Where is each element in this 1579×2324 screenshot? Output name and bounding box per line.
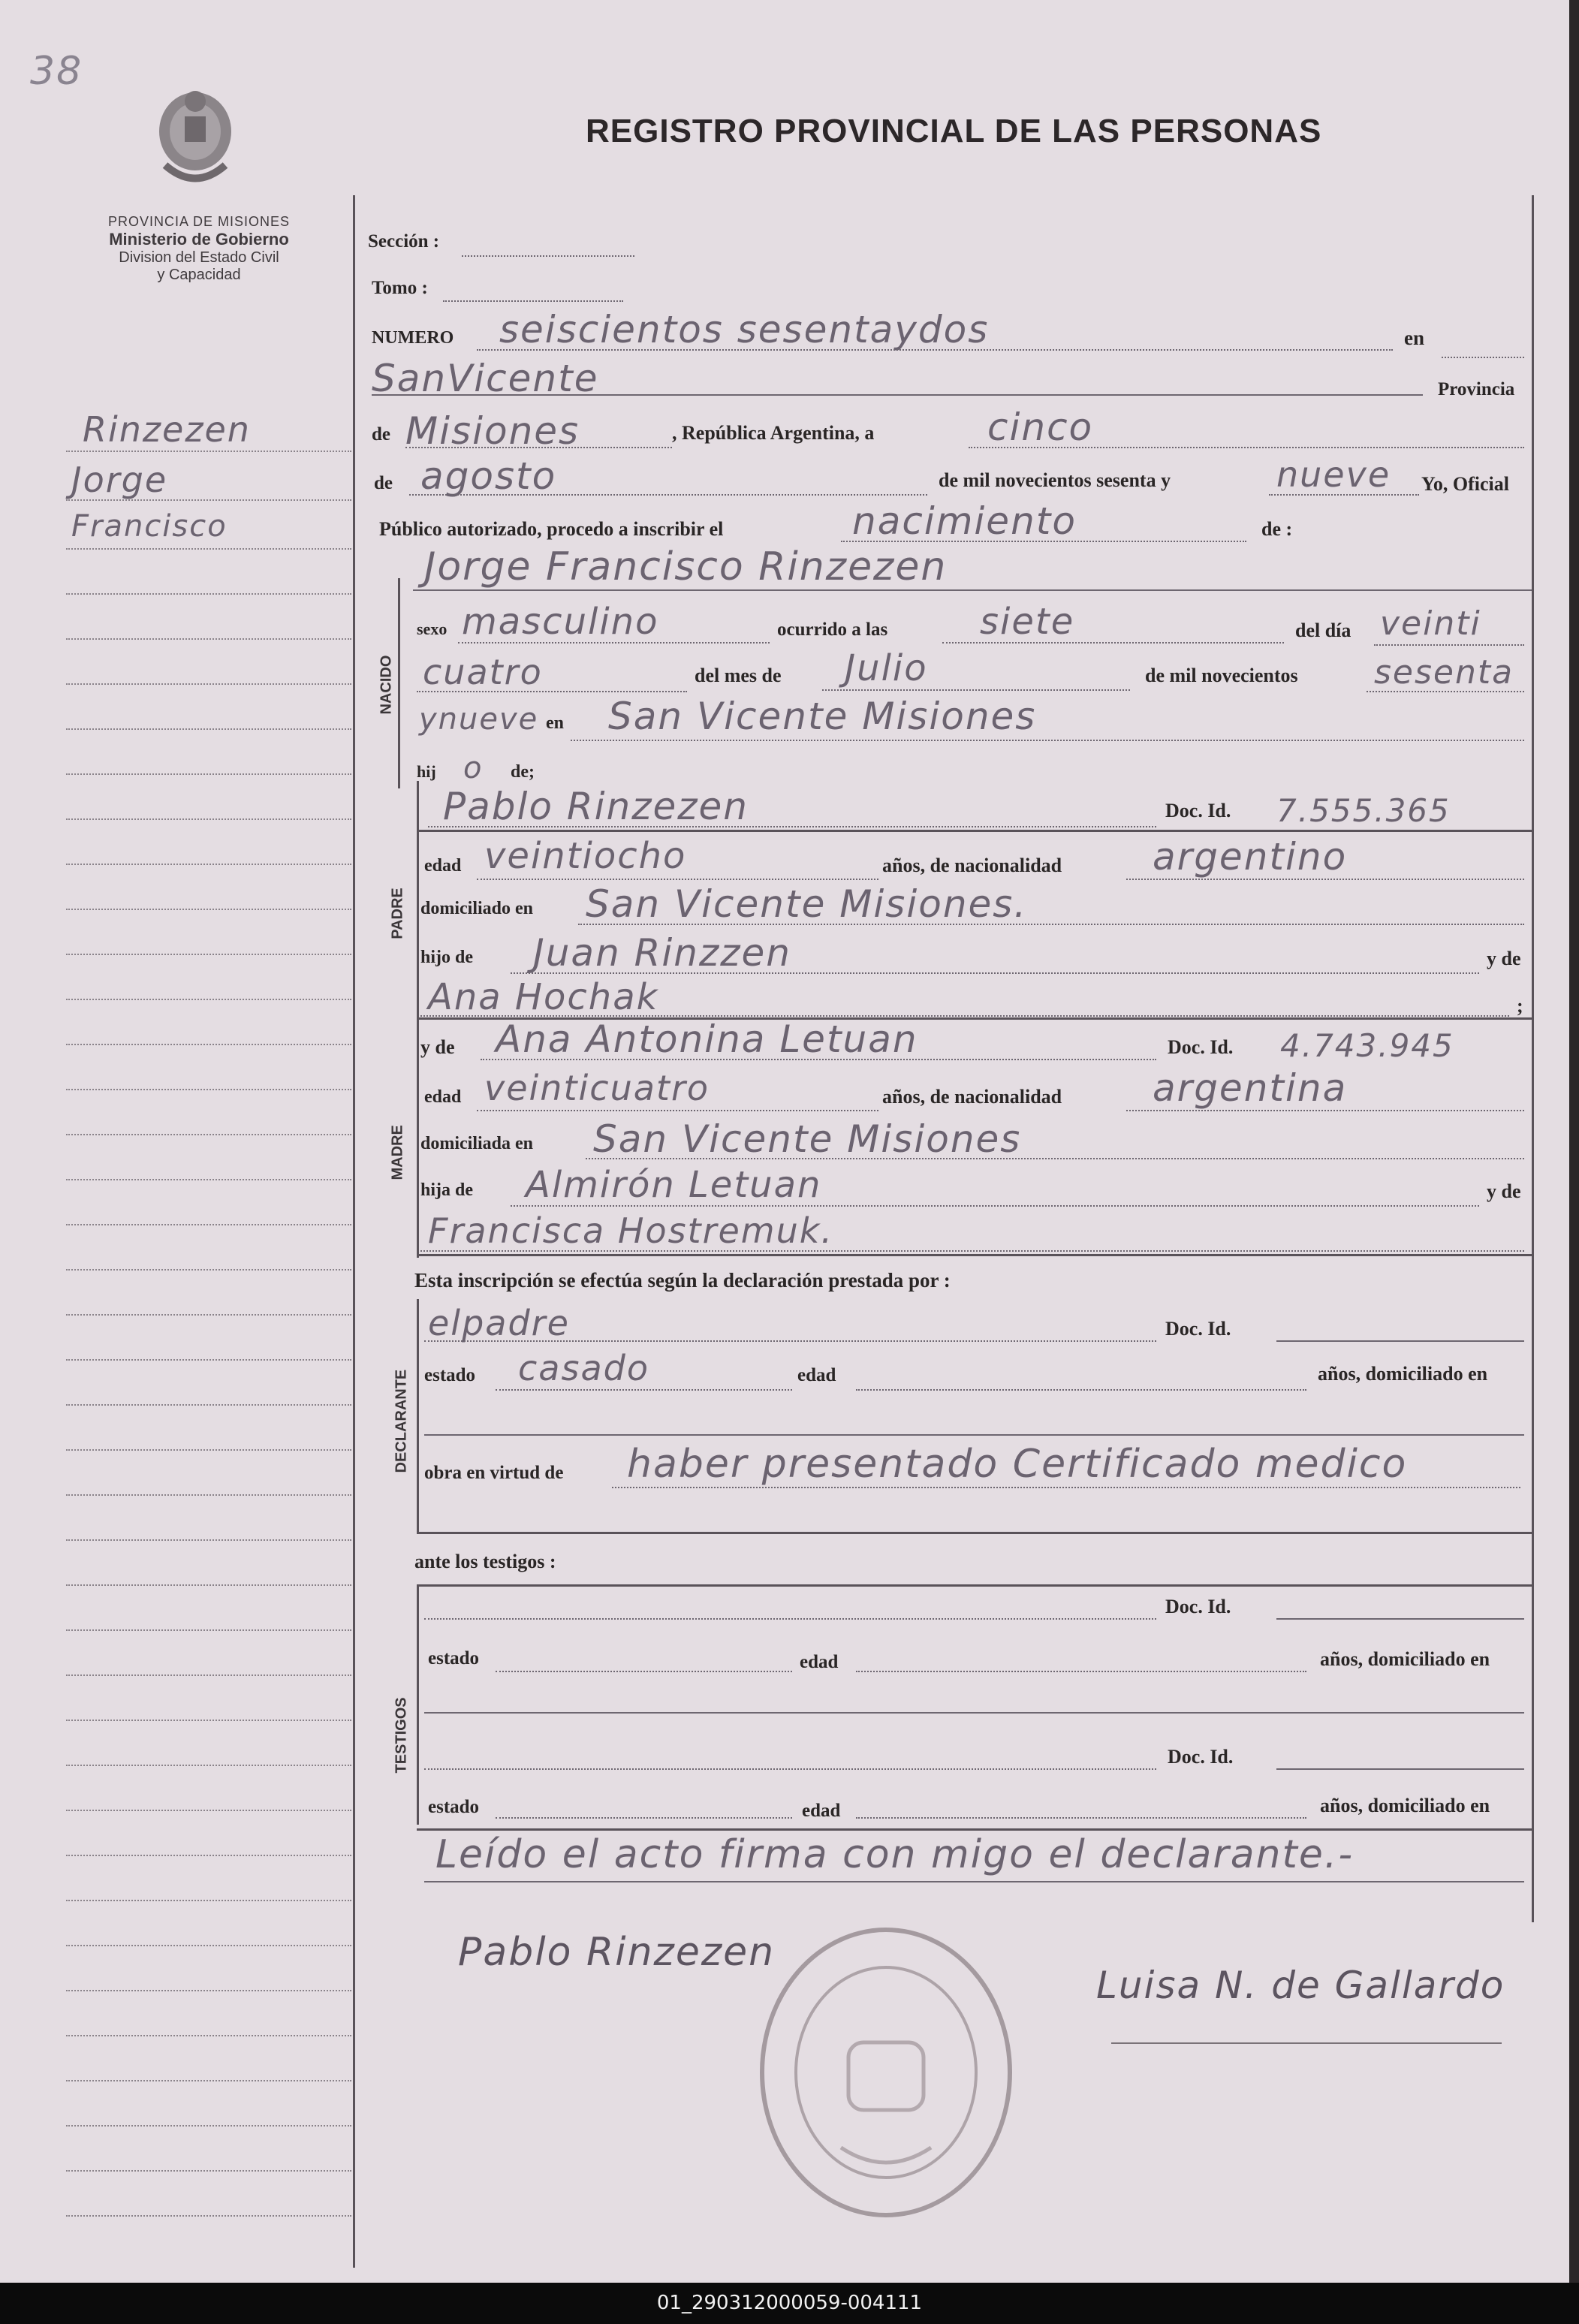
coat-of-arms-icon: [135, 86, 255, 199]
label-en: en: [1404, 327, 1424, 349]
value-madre-y-de: Francisca Hostremuk.: [428, 1210, 834, 1251]
label-madre-dom: domiciliada en: [420, 1134, 534, 1153]
book-binding: [1569, 0, 1579, 2283]
value-lugar: SanVicente: [372, 357, 599, 400]
signature-oficial: Luisa N. de Gallardo: [1096, 1964, 1505, 2007]
value-padre-edad: veintiocho: [484, 835, 687, 877]
label-padre-hijo: hijo de: [420, 948, 474, 967]
label-madre-edad: edad: [424, 1087, 462, 1107]
agency-block: [41, 214, 357, 284]
label-test2-estado: estado: [428, 1797, 480, 1817]
value-anio2: ynueve: [419, 702, 539, 737]
label-decl-doc: Doc. Id.: [1165, 1318, 1231, 1340]
label-padre-y-de: y de: [1487, 948, 1521, 969]
value-dia-a: cinco: [987, 405, 1094, 449]
document-title: REGISTRO PROVINCIAL DE LAS PERSONAS: [586, 113, 1322, 149]
label-hij: hij: [417, 762, 436, 781]
value-padre-nac: argentino: [1153, 835, 1348, 879]
value-mes-nac: Julio: [845, 647, 928, 689]
label-de-semi: de;: [511, 762, 535, 782]
value-padre-y-de: Ana Hochak: [428, 976, 659, 1018]
value-dia1: veinti: [1380, 604, 1481, 643]
signature-declarante: Pablo Rinzezen: [458, 1930, 776, 1975]
value-padre-doc: 7.555.365: [1276, 792, 1451, 829]
page-number: 38: [30, 49, 83, 94]
label-test1-estado: estado: [428, 1648, 480, 1668]
value-padre-nombre: Pablo Rinzezen: [443, 785, 749, 828]
value-madre-dom: San Vicente Misiones: [593, 1117, 1022, 1161]
value-padre-dom: San Vicente Misiones.: [586, 882, 1028, 926]
image-footer-id: 01_290312000059-004111: [0, 2283, 1579, 2324]
margin-surname: Rinzezen: [83, 409, 251, 450]
label-test1-anos: años, domiciliado en: [1320, 1648, 1490, 1670]
margin-name-2: Francisco: [71, 509, 228, 544]
label-de-mes: de: [374, 473, 393, 493]
label-republica: , República Argentina, a: [672, 422, 875, 444]
value-numero: seiscientos sesentaydos: [499, 308, 990, 351]
label-test2-edad: edad: [802, 1801, 841, 1821]
value-madre-nac: argentina: [1153, 1066, 1348, 1110]
label-madre-hija: hija de: [420, 1180, 474, 1200]
label-sexo: sexo: [417, 619, 447, 638]
value-sexo: masculino: [462, 601, 659, 643]
label-de-prov: de: [372, 424, 390, 445]
label-publico: Público autorizado, procedo a inscribir el: [379, 518, 724, 540]
value-madre-edad: veinticuatro: [484, 1068, 710, 1108]
label-del-dia: del día: [1295, 619, 1351, 641]
side-label-declarante: DECLARANTE: [393, 1369, 410, 1473]
label-ocurrido: ocurrido a las: [777, 619, 888, 640]
label-esta-inscripcion: Esta inscripción se efectúa según la declaración prestada por :: [414, 1269, 951, 1292]
official-seal-stamp-icon: [751, 1922, 1021, 2223]
label-madre-doc: Doc. Id.: [1168, 1036, 1234, 1058]
value-leido: Leído el acto firma con migo el declarante.-: [435, 1832, 1355, 1877]
label-madre-nac: años, de nacionalidad: [882, 1086, 1062, 1108]
label-mil-sesenta: de mil novecientos sesenta y: [939, 469, 1171, 491]
label-de-colon: de :: [1261, 518, 1293, 540]
value-lugar-nac: San Vicente Misiones: [608, 695, 1037, 738]
value-dia2: cuatro: [423, 652, 543, 692]
agency-line-4: y Capacidad: [157, 267, 241, 283]
agency-line-3: Division del Estado Civil: [119, 249, 279, 266]
label-del-mes: del mes de: [695, 665, 782, 686]
value-anio-y: nueve: [1276, 454, 1391, 495]
label-madre-y-de2: y de: [1487, 1180, 1521, 1202]
label-en-nac: en: [546, 713, 564, 733]
value-hij-suffix: o: [463, 751, 484, 785]
side-label-madre: MADRE: [389, 1125, 406, 1180]
label-obra: obra en virtud de: [424, 1463, 564, 1483]
value-nombre: Jorge Francisco Rinzezen: [424, 544, 948, 589]
label-padre-dom: domiciliado en: [420, 899, 534, 918]
label-yo-oficial: Yo, Oficial: [1421, 473, 1509, 495]
label-decl-estado: estado: [424, 1365, 476, 1385]
label-padre-nac: años, de nacionalidad: [882, 855, 1062, 876]
value-madre-hija: Almirón Letuan: [526, 1164, 822, 1206]
label-numero: NUMERO: [372, 328, 454, 348]
value-hora: siete: [980, 601, 1075, 643]
label-semicolon: ;: [1517, 995, 1523, 1017]
margin-name-1: Jorge: [71, 460, 168, 500]
label-decl-edad: edad: [797, 1365, 836, 1385]
value-anio1: sesenta: [1374, 653, 1514, 692]
agency-line-2: Ministerio de Gobierno: [109, 230, 289, 249]
label-madre-y-de: y de: [420, 1036, 455, 1058]
form-left-border: [353, 195, 355, 2268]
label-test2-doc: Doc. Id.: [1168, 1746, 1234, 1768]
label-padre-edad: edad: [424, 856, 462, 876]
value-madre-doc: 4.743.945: [1280, 1027, 1454, 1064]
side-label-nacido: NACIDO: [378, 655, 395, 715]
value-obra: haber presentado Certificado medico: [627, 1442, 1408, 1487]
label-test1-edad: edad: [800, 1652, 839, 1672]
value-acto: nacimiento: [852, 499, 1077, 543]
label-decl-anos: años, domiciliado en: [1318, 1363, 1488, 1385]
label-test1-doc: Doc. Id.: [1165, 1596, 1231, 1617]
label-ante: ante los testigos :: [414, 1551, 556, 1572]
value-declarante: elpadre: [428, 1303, 570, 1343]
side-label-padre: PADRE: [389, 888, 406, 939]
value-provincia: Misiones: [405, 409, 580, 453]
value-mes: agosto: [420, 454, 557, 498]
side-label-testigos: TESTIGOS: [393, 1697, 410, 1774]
label-mil-novecientos: de mil novecientos: [1145, 665, 1298, 686]
label-padre-doc: Doc. Id.: [1165, 800, 1231, 821]
label-tomo: Tomo :: [372, 278, 428, 298]
value-decl-estado: casado: [518, 1348, 649, 1388]
label-test2-anos: años, domiciliado en: [1320, 1795, 1490, 1816]
value-madre-nombre: Ana Antonina Letuan: [496, 1017, 918, 1061]
label-seccion: Sección :: [368, 231, 440, 252]
label-provincia: Provincia: [1438, 379, 1515, 399]
agency-line-1: PROVINCIA DE MISIONES: [107, 214, 291, 229]
value-padre-hijo: Juan Rinzzen: [533, 931, 791, 975]
